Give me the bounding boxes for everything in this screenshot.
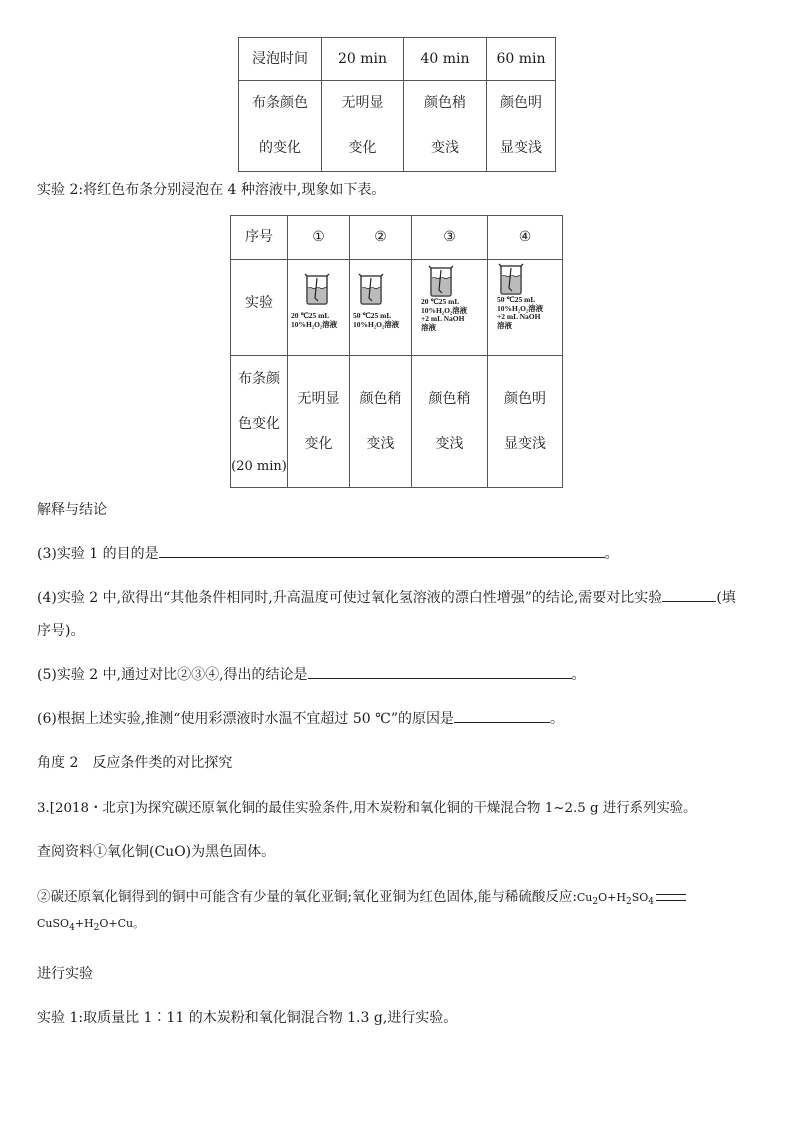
answer-blank[interactable] bbox=[159, 543, 605, 558]
equation-left bbox=[576, 891, 654, 908]
table2-header-cell: ③ bbox=[412, 216, 488, 260]
reference-2 bbox=[37, 885, 686, 908]
eq-sub: 4 bbox=[69, 923, 75, 934]
beaker-cell-4 bbox=[488, 260, 563, 356]
table1-cell-line: 无明显 bbox=[341, 95, 384, 111]
table1-cell bbox=[322, 81, 404, 172]
table1-header-cell: 20 min bbox=[322, 38, 404, 81]
beaker-label-line: 50 ℃25 mL bbox=[353, 311, 392, 320]
table1-row-label-line: 布条颜色 bbox=[252, 95, 308, 111]
exp2-intro: 实验 2:将红色布条分别浸泡在 4 种溶液中,现象如下表。 bbox=[37, 182, 386, 198]
question-6-text: (6)根据上述实验,推测“使用彩漂液时水温不宜超过 50 ℃”的原因是 bbox=[37, 711, 454, 727]
experiment-1: 实验 1:取质量比 1∶11 的木炭粉和氧化铜混合物 1.3 g,进行实验。 bbox=[37, 1010, 458, 1026]
eq-sub: 2 bbox=[592, 897, 599, 908]
beaker-label bbox=[497, 296, 543, 331]
question-5-end: 。 bbox=[571, 667, 586, 683]
table-experiment-2 bbox=[230, 215, 563, 488]
table1-cell-line: 颜色明 bbox=[500, 95, 542, 111]
beaker-icon bbox=[496, 262, 526, 296]
beaker-label-line: 溶液 bbox=[421, 322, 436, 332]
beaker-label-line: 10%H₂O₂溶液 bbox=[421, 305, 468, 315]
table1-row-label-line: 的变化 bbox=[259, 140, 301, 156]
table1-header-cell: 60 min bbox=[487, 38, 556, 81]
beaker-label-line: +2 mL NaOH bbox=[497, 312, 541, 322]
beaker-label bbox=[291, 312, 337, 329]
beaker-label-line: 20 ℃25 mL bbox=[291, 311, 330, 320]
beaker-cell-3 bbox=[412, 260, 488, 356]
table2-result bbox=[488, 356, 563, 488]
table2-header-cell: 序号 bbox=[231, 216, 288, 260]
beaker-label bbox=[353, 312, 399, 329]
table2-result bbox=[288, 356, 350, 488]
question-6 bbox=[37, 708, 564, 728]
question-4-tail: (填 bbox=[716, 590, 736, 606]
reference-2-text: ②碳还原氧化铜得到的铜中可能含有少量的氧化亚铜;氧化亚铜为红色固体,能与稀硫酸反应: bbox=[37, 889, 577, 905]
table2-result-line: 颜色明 bbox=[504, 390, 546, 407]
table2-result-line: 无明显 bbox=[297, 390, 340, 407]
table2-result-line: 变浅 bbox=[366, 435, 395, 452]
beaker-label bbox=[421, 298, 467, 333]
beaker-icon bbox=[302, 272, 332, 306]
question-4 bbox=[37, 587, 736, 607]
table1-cell bbox=[404, 81, 487, 172]
beaker-label-line: 10%H₂O₂溶液 bbox=[291, 319, 338, 329]
eq-sub: 2 bbox=[93, 923, 100, 934]
table2-color-label-line: 色变化 bbox=[238, 415, 280, 432]
question-3-end: 。 bbox=[604, 546, 619, 562]
table1-header-cell: 40 min bbox=[404, 38, 487, 81]
eq-part: O+H bbox=[598, 891, 626, 904]
eq-part: O+Cu。 bbox=[99, 917, 145, 930]
eq-part: Cu bbox=[576, 891, 593, 904]
answer-blank[interactable] bbox=[662, 587, 716, 602]
answer-blank[interactable] bbox=[454, 708, 550, 723]
beaker-label-line: 50 ℃25 mL bbox=[497, 295, 536, 304]
beaker-cell-2 bbox=[350, 260, 412, 356]
beaker-label-line: 10%H₂O₂溶液 bbox=[353, 319, 400, 329]
table2-result-line: 颜色稍 bbox=[359, 390, 402, 407]
eq-part: SO bbox=[631, 891, 649, 904]
eq-sub: 2 bbox=[625, 897, 632, 908]
eq-part: +H bbox=[74, 917, 94, 930]
table2-header-cell: ② bbox=[350, 216, 412, 260]
beaker-icon bbox=[356, 272, 386, 306]
question-3-main: 3.[2018・北京]为探究碳还原氧化铜的最佳实验条件,用木炭粉和氧化铜的干燥混合物 1~2.5 g 进行系列实验。 bbox=[37, 801, 697, 816]
equation-right bbox=[37, 915, 145, 934]
table2-result-line: 变浅 bbox=[435, 435, 464, 452]
question-4-text: (4)实验 2 中,欲得出“其他条件相同时,升高温度可使过氧化氢溶液的漂白性增强”的结论,需要对比实验 bbox=[37, 590, 663, 606]
table2-header-cell: ④ bbox=[488, 216, 563, 260]
table2-result bbox=[412, 356, 488, 488]
question-3 bbox=[37, 543, 619, 563]
table2-result-line: 颜色稍 bbox=[428, 390, 471, 407]
table2-exp-label: 实验 bbox=[231, 260, 288, 356]
table1-cell-line: 显变浅 bbox=[500, 140, 542, 156]
beaker-label-line: +2 mL NaOH bbox=[421, 314, 465, 324]
answer-blank[interactable] bbox=[308, 664, 572, 679]
proceed-heading: 进行实验 bbox=[37, 966, 93, 982]
table1-row-label bbox=[239, 81, 322, 172]
question-3-text: (3)实验 1 的目的是 bbox=[37, 546, 159, 562]
table1-header-cell: 浸泡时间 bbox=[239, 38, 322, 81]
equals-sign bbox=[656, 894, 686, 901]
beaker-icon bbox=[426, 264, 456, 298]
beaker-label-line: 20 ℃25 mL bbox=[421, 297, 460, 306]
table2-color-label-line: 布条颜 bbox=[238, 370, 280, 387]
table-soak-time bbox=[238, 37, 556, 172]
question-5-text: (5)实验 2 中,通过对比②③④,得出的结论是 bbox=[37, 667, 308, 683]
table1-cell bbox=[487, 81, 556, 172]
beaker-cell-1 bbox=[288, 260, 350, 356]
table2-result bbox=[350, 356, 412, 488]
reference-1: 查阅资料①氧化铜(CuO)为黑色固体。 bbox=[37, 844, 276, 860]
table2-result-line: 显变浅 bbox=[504, 435, 546, 452]
table1-cell-line: 颜色稍 bbox=[424, 95, 466, 111]
table2-color-label-line: (20 min) bbox=[231, 458, 287, 474]
beaker-label-line: 10%H₂O₂溶液 bbox=[497, 303, 544, 313]
question-6-end: 。 bbox=[549, 711, 564, 727]
table1-cell-line: 变化 bbox=[348, 140, 377, 156]
angle-heading: 角度 2 反应条件类的对比探究 bbox=[37, 755, 233, 771]
table1-cell-line: 变浅 bbox=[431, 140, 459, 156]
beaker-label-line: 溶液 bbox=[497, 320, 512, 330]
table2-color-label bbox=[231, 356, 288, 488]
table2-header-cell: ① bbox=[288, 216, 350, 260]
section-heading: 解释与结论 bbox=[37, 502, 107, 518]
eq-sub: 4 bbox=[648, 897, 654, 908]
question-5 bbox=[37, 664, 586, 684]
question-4-line2: 序号)。 bbox=[37, 623, 85, 639]
eq-part: CuSO bbox=[37, 917, 70, 930]
table2-result-line: 变化 bbox=[304, 435, 333, 452]
